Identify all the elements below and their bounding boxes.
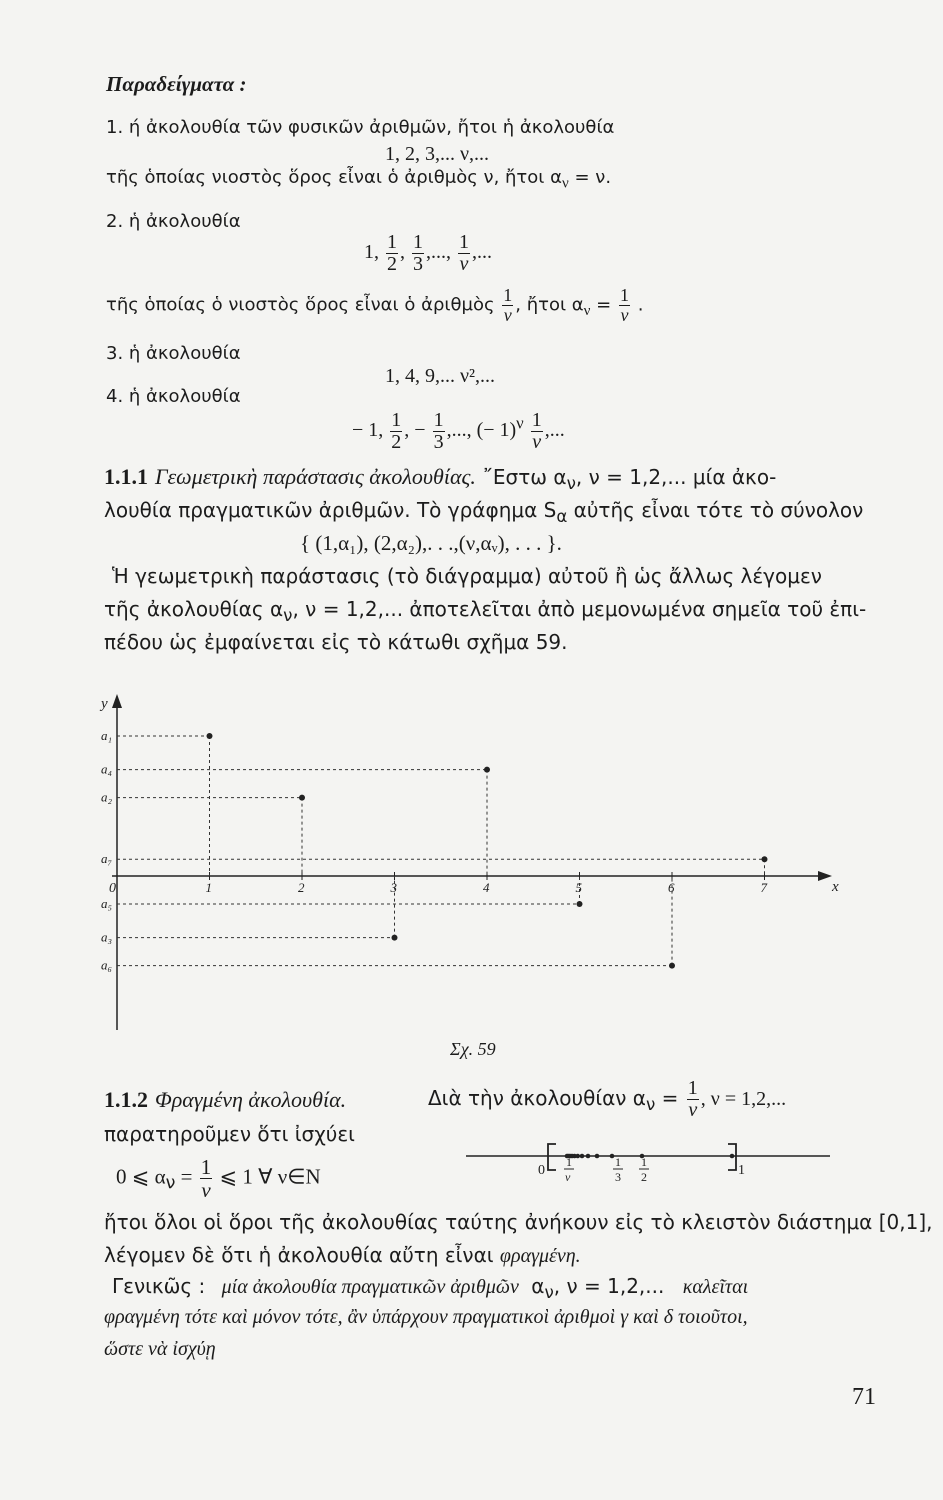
x-tick-label: 3	[390, 880, 397, 895]
origin-label: 0	[109, 881, 116, 896]
y-point-label: a₂	[101, 789, 113, 805]
example-3-sequence: 1, 4, 9,... ν²,...	[385, 365, 496, 387]
y-point-label: a₄	[101, 761, 113, 777]
nl-zero-label: 0	[538, 1163, 545, 1178]
y-point-label: a₃	[101, 929, 113, 945]
figure-59	[0, 680, 943, 1050]
number-line-dot	[580, 1154, 585, 1159]
section-111-p3: πέδου ὡς ἐμφαίνεται εἰς τὸ κάτωθι σχῆμα 59.	[104, 630, 568, 654]
x-tick-label: 1	[205, 880, 212, 895]
y-point-label: a₆	[101, 957, 113, 973]
nl-frac-nu-num: 1	[566, 1155, 572, 1169]
y-axis-label: y	[101, 696, 108, 712]
section-112-p2: λέγομεν δὲ ὅτι ἡ ἀκολουθία αὔτη εἶναι φραγμένη.	[104, 1243, 581, 1267]
generally-line3: ὥστε νὰ ἰσχύῃ	[104, 1338, 216, 1360]
example-3: 3. ἡ ἀκολουθία	[106, 343, 241, 364]
number-line-dot	[586, 1154, 591, 1159]
data-point	[577, 901, 583, 907]
example-intro: ή ἀκολουθία τῶν φυσικῶν ἀριθμῶν, ἤτοι ἡ ἀκολουθία	[128, 117, 615, 138]
data-point	[484, 767, 490, 773]
data-point	[207, 733, 213, 739]
section-111-line2: λουθία πραγματικῶν ἀριθμῶν. Τὸ γράφημα $S_\alpha$ αὐτῆς εἶναι τότε τὸ σύνολον	[104, 498, 864, 526]
section-112-line1: 1.1.2 Φραγμένη ἀκολουθία.	[104, 1087, 347, 1112]
data-point	[762, 856, 768, 862]
figure-caption: Σχ. 59	[450, 1039, 496, 1059]
number-line-dot	[730, 1154, 735, 1159]
example-number: 1.	[106, 117, 124, 138]
x-tick-label: 6	[668, 880, 675, 895]
example-2-description: τῆς ὁποίας ὁ νιοστὸς ὅρος εἶναι ὁ ἀριθμὸς $\frac{1}{\nu}$ , ἤτοι $\alpha_\nu$ = $\frac{1}{\nu}$ .	[106, 285, 644, 325]
data-point	[392, 935, 398, 941]
section-112-line2: παρατηροῦμεν ὅτι ἰσχύει	[104, 1122, 355, 1146]
inequality: 0 ⩽ $\alpha_\nu$ = $\frac{1}{\nu}$ ⩽ 1 ∀ ν∈N	[116, 1155, 321, 1203]
number-line-dot	[610, 1154, 615, 1159]
graph-set: { (1,α₁), (2,α₂),. . .,(ν,αᵥ), . . . }.	[300, 531, 562, 555]
section-112-p1: ἤτοι ὅλοι οἱ ὅροι τῆς ἀκολουθίας ταύτης ἀνήκουν εἰς τὸ κλειστὸν διάστημα [0,1],	[104, 1210, 933, 1234]
example-4: 4. ἡ ἀκολουθία	[106, 386, 241, 407]
generally-line1: Γενικῶς : μία ἀκολουθία πραγματικῶν ἀριθμῶν $\alpha_\nu$, ν = 1,2,... καλεῖται	[112, 1274, 749, 1302]
section-111-p2: τῆς ἀκολουθίας $\alpha_\nu$, ν = 1,2,... ἀποτελεῖται ἀπὸ μεμονωμένα σημεῖα τοῦ ἐπι-	[104, 597, 867, 625]
x-axis-label: x	[832, 879, 839, 895]
x-tick-label: 4	[483, 880, 490, 895]
data-point	[669, 963, 675, 969]
nl-one-label: 1	[738, 1163, 745, 1178]
nl-frac-2-den: 2	[641, 1170, 647, 1184]
y-point-label: a₇	[101, 851, 113, 867]
example-2: 2. ἡ ἀκολουθία	[106, 211, 241, 232]
number-line	[460, 1136, 840, 1198]
left-bracket	[548, 1144, 556, 1170]
section-112-sequence: Διὰ τὴν ἀκολουθίαν $\alpha_\nu$ = $\frac{1}{\nu}$ , ν = 1,2,...	[428, 1077, 787, 1121]
x-tick-label: 7	[760, 880, 767, 895]
nl-frac-3-num: 1	[615, 1155, 621, 1169]
x-tick-label: 5	[575, 880, 582, 895]
example-1-description: τῆς ὁποίας νιοστὸς ὅρος εἶναι ὁ ἀριθμὸς ν, ἤτοι $\alpha_\nu = \nu$.	[106, 167, 612, 192]
section-111-line1: 1.1.1 Γεωμετρικὴ παράστασις ἀκολουθίας. ῎Εστω $\alpha_\nu$, ν = 1,2,... μία ἀκο-	[104, 464, 777, 493]
example-2-sequence: 1, $\frac{1}{2}$ , $\frac{1}{3}$ ,..., $\frac{1}{\nu}$ ,...	[364, 231, 492, 275]
nl-frac-2-num: 1	[641, 1155, 647, 1169]
data-point	[299, 795, 305, 801]
examples-heading: Παραδείγματα :	[106, 72, 247, 96]
y-point-label: a₁	[101, 728, 113, 743]
section-111-p1: Ἡ γεωμετρικὴ παράστασις (τὸ διάγραμμα) αὐτοῦ ἢ ὡς ἄλλως λέγομεν	[112, 564, 822, 588]
nl-frac-3-den: 3	[615, 1170, 621, 1184]
y-point-label: a₅	[101, 896, 113, 911]
nl-frac-nu-den: ν	[565, 1170, 571, 1184]
example-1-sequence: 1, 2, 3,... ν,...	[385, 143, 490, 165]
number-line-dot	[595, 1154, 600, 1159]
example-1	[106, 117, 614, 138]
x-tick-label: 2	[298, 880, 305, 895]
example-4-sequence: − 1, $\frac{1}{2}$ , − $\frac{1}{3}$ ,..., (− 1)$^\nu$ $\frac{1}{\nu}$ ,...	[352, 409, 565, 453]
page-number: 71	[852, 1384, 876, 1410]
generally-line2: φραγμένη τότε καὶ μόνον τότε, ἂν ὑπάρχουν πραγματικοὶ ἀριθμοὶ γ καὶ δ τοιοῦτοι,	[104, 1306, 748, 1328]
figure-axes	[112, 694, 832, 1030]
